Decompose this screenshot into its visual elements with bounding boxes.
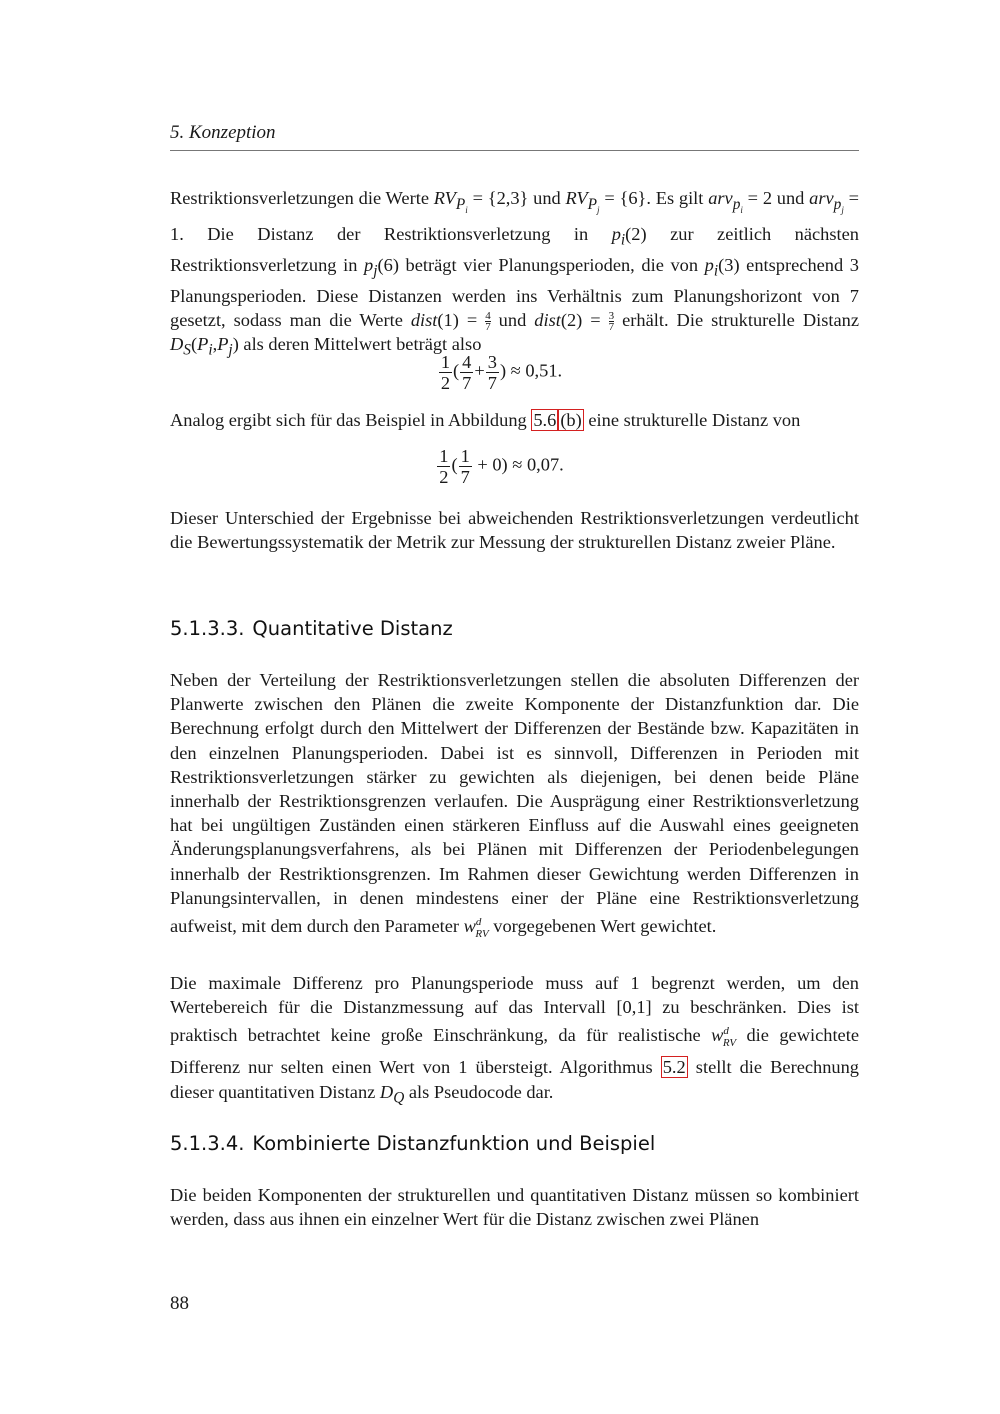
- equation-structural-distance-2: $\frac{1}{2}$ ( $\frac{1}{7}$ + 0) ≈ 0,07.: [439, 446, 564, 487]
- page-number: 88: [170, 1293, 189, 1314]
- running-header: 5. Konzeption: [170, 122, 859, 151]
- paragraph-analog: Analog ergibt sich für das Beispiel in Abbildung 5.6 (b) eine strukturelle Distanz von: [170, 410, 801, 430]
- fraction-four-sevenths: $\frac{4}{7}$: [485, 310, 491, 334]
- subfigure-reference-link[interactable]: (b): [560, 410, 582, 430]
- figure-reference-link[interactable]: 5.6: [533, 410, 557, 430]
- algorithm-reference-link[interactable]: 5.2: [662, 1057, 686, 1078]
- fraction-three-sevenths: $\frac{3}{7}$: [608, 310, 615, 334]
- paragraph-difference: Dieser Unterschied der Ergebnisse bei abweichenden Restriktionsverletzungen verdeutlicht die Bewertungssystematik der Metrik zur Messung der strukturellen Distanz zweier Pläne.: [170, 508, 859, 553]
- paragraph-quantitative-intro: Neben der Verteilung der Restriktionsverletzungen stellen die absoluten Differenzen der Planwerte zwischen den Plänen die zweite Komponente der Distanzfunktion dar. Die Berechnung erfolgt durch den Mittelwert der Differenzen der Bestände bzw. Kapazitäten in den einzelnen Planungsperioden. Dabei ist es sinnvoll, Differenzen in Perioden mit Restriktionsverletzungen stärker zu gewichten als diejenigen, bei denen beide Pläne innerhalb der Restriktionsgrenzen verlaufen. Die Ausprägung einer Restriktionsverletzung hat bei ungültigen Zuständen einen stärkeren Einfluss auf die Auswahl eines geeigneten Änderungsplanungsverfahrens, als bei Plänen mit Differenzen der Periodenbelegungen innerhalb der Restriktionsgrenzen. Im Rahmen dieser Gewichtung werden Differenzen in Planungsintervallen, in denen mindestens einer der Pläne eine Restriktionsverletzung aufweist, mit dem durch den Parameter $w^d_{RV}$ vorgegebenen Wert gewichtet.: [170, 670, 859, 940]
- section-heading-quantitative: 5.1.3.3. Quantitative Distanz: [170, 617, 453, 640]
- section-heading-combined: 5.1.3.4. Kombinierte Distanzfunktion und Beispiel: [170, 1132, 656, 1155]
- paragraph-structural-example: Restriktionsverletzungen die Werte $RV_{P_i} = \{2,3\}$ und $RV_{P_j} = \{6\}$. Es gilt arv$_{p_i}$ = 2 und arv$_{p_j}$ = 1. Die Distanz der Restriktionsverletzung in $p_i(2)$ zur zeitlich nächsten Restriktionsverletzung in $p_j(6)$ beträgt vier Planungsperioden, die von $p_i(3)$ entsprechend 3 Planungsperioden. Diese Distanzen werden ins Verhältnis zum Planungshorizont von 7 gesetzt, sodass man die Werte dist(1) = $\frac{4}{7}$ und dist(2) = $\frac{3}{7}$ erhält. Die strukturelle Distanz $D_S(P_i,P_j)$ als deren Mittelwert beträgt also: [170, 188, 860, 359]
- paragraph-max-difference: Die maximale Differenz pro Planungsperiode muss auf 1 begrenzt werden, um den Wertebereich für die Distanzmessung auf das Intervall [0,1] zu beschränken. Dies ist praktisch betrachtet keine große Einschränkung, da für realistische $w^d_{RV}$ die gewichtete Differenz nur selten einen Wert von 1 übersteigt. Algorithmus 5.2 stellt die Berechnung dieser quantitativen Distanz $D_Q$ als Pseudocode dar.: [170, 973, 860, 1107]
- paragraph-combined: Die beiden Komponenten der strukturellen und quantitativen Distanz müssen so kombiniert werden, dass aus ihnen ein einzelner Wert für die Distanz zwischen zwei Plänen: [170, 1185, 859, 1230]
- equation-structural-distance-1: $\frac{1}{2}$ ( $\frac{4}{7}$ + $\frac{3}{7}$ ) ≈ 0,51.: [440, 352, 563, 393]
